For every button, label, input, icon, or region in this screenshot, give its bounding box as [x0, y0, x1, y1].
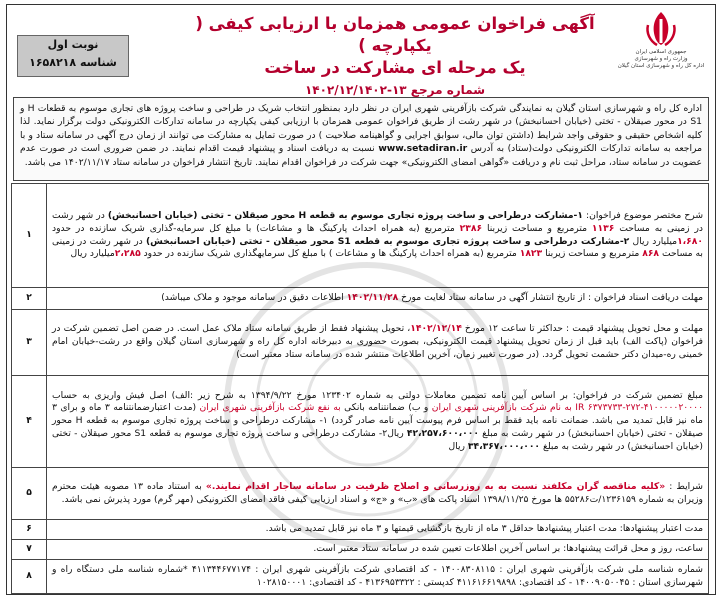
guarantee-beneficiary: به نفع شرکت بازآفرینی شهری ایران: [199, 402, 341, 414]
reference-number: شماره مرجع ۱۳-۱۴۰۲/۱۲/۱۴۰۲: [304, 83, 486, 97]
title-line-2: یک مرحله ای مشارکت در ساخت: [264, 58, 526, 77]
investment-h: ۱،۶۸۰: [677, 235, 703, 247]
emblem-icon: [642, 9, 680, 49]
project-h-title: ۱-مشارکت درطراحی و ساخت پروژه تجاری موسوم به قطعه H محور صیقلان - تختی (خیابان احسانبخش): [107, 209, 583, 221]
sajar-notice: «کلیه مناقصه گران مکلفند نسبت به به روزرسانی و اصلاح ظرفیت در سامانه ساجار اقدام نمایند.»: [205, 480, 666, 492]
land-area-s1: ۸۶۸: [642, 248, 660, 260]
table-row: [12, 288, 709, 310]
announcement-page: [6, 4, 716, 595]
row-number: ۱: [12, 184, 47, 288]
row-text: اطلاعات دقیق در سامانه موجود و ملاک میباشد): [161, 292, 347, 304]
table-row: [12, 540, 709, 560]
row-text: شرایط :: [665, 480, 703, 492]
floor-area-s1: ۱۸۲۳: [519, 248, 543, 260]
publication-badge: [17, 35, 129, 77]
conditions-table: [11, 183, 709, 594]
row-text: میلیارد ریال: [70, 248, 115, 260]
row-content: [47, 376, 709, 468]
guarantee-amount-s1: ۳۴،۳۶۷،۰۰۰،۰۰۰: [467, 440, 541, 452]
row-number: ۶: [12, 520, 47, 540]
row-text: مبلغ تضمین شرکت در فراخوان: بر اساس آیین نامه تضمین معاملات دولتی به شماره ۱۲۳۴۰۲ مورخ ۱۳۹۴/۹/۲۲ به شرح زیر :الف) اصل فیش واریزی به حساب: [52, 389, 703, 401]
row-text: ، تحویل پیشنهاد فقط از طریق سامانه ستاد ملاک عمل است. در ضمن اصل تضمین شرکت در فراخوان (پاکت الف) باید قبل از زمان تحویل پیشنهاد قیمت الکترونیکی، بصورت حضوری به دبیرخانه اداره کل راه و شهرسازی استان گیلان واقع در رشت-خیابان امام خمینی ره-میدان دکتر حشمت تحویل گردد. (در صورت تغییر زمان، آخرین اطلاعات منتشر شده در سامانه ستاد معتبر است): [52, 323, 703, 360]
row-text: و ب) ضمانتنامه بانکی: [340, 402, 432, 414]
logo-text-3: اداره کل راه و شهرسازی استان گیلان: [617, 63, 705, 69]
intro-text-2: نسبت به دریافت اسناد و پیشنهاد قیمت اقدام نمایند. در ضمن ضروری است در صورت عدم عضویت در سامانه ستاد، مراحل ثبت نام و دریافت «گواهی امضای الکترونیکی» جهت شرکت در فراخوان اقدام نمایند. تاریخ انتشار فراخوان در سامانه ستاد ۱۴۰۲/۱۱/۱۷ می باشد.: [20, 143, 702, 168]
table-row: [12, 376, 709, 468]
badge-round: نوبت اول: [47, 38, 99, 51]
row-content: [47, 288, 709, 310]
floor-area-h: ۲۳۸۶: [459, 222, 483, 234]
row-text: مهلت و محل تحویل پیشنهاد قیمت : حداکثر تا ساعت ۱۲ مورخ: [461, 323, 703, 335]
logo-text-1: جمهوری اسلامی ایران: [635, 49, 687, 55]
row-text: ریال: [448, 440, 468, 452]
row-text: در شهر رشت در زمینی به مساحت: [52, 235, 703, 260]
row-text: (مدت اعتبارضمانتنامه ۳ ماه و برای ۳ ماه نیز قابل تمدید می باشد. ضمانت نامه باید فقط بر اساس فرم پیوست آیین نامه صادر گردد) ۱- مشارکت درطراحی و ساخت پروژه تجاری موسوم به قطعه H محور صیقلان - تختی (خیابان احسانبخش) در شهر رشت به مبلغ: [52, 402, 704, 439]
title-block: [185, 13, 605, 99]
row-text: مهلت دریافت اسناد فراخوان : از تاریخ انتشار آگهی در سامانه ستاد لغایت مورخ: [398, 292, 703, 304]
row-content: شماره شناسه ملی شرکت بازآفرینی شهری ایران : ۱۴۰۰۸۳۰۸۱۱۵ - کد اقتصادی شرکت بازآفرینی شهری ایران : ۴۱۱۳۴۴۶۷۷۱۷۴ *شماره شناسه ملی دستگاه راه و شهرسازی استان : ۱۴۰۰۹۰۵۰۰۴۵ - کد اقتصادی: ۴۱۱۶۱۶۶۱۹۸۹۸ کدپستی : ۴۱۳۶۹۵۳۳۲۲ - کد اقتصادی: ۱۰۲۸۱۵۰۰۰۱: [47, 560, 709, 594]
submission-deadline: ۱۴۰۲/۱۲/۱۴: [410, 323, 462, 335]
row-content: ساعت، روز و محل قرائت پیشنهادها: بر اساس آخرین اطلاعات تعیین شده در سامانه ستاد معتبر است.: [47, 540, 709, 560]
row-content: [47, 310, 709, 376]
row-number: ۳: [12, 310, 47, 376]
guarantee-amount-h: ۴۲،۲۵۷،۶۰۰،۰۰۰: [406, 427, 479, 439]
row-text: میلیارد ریال: [629, 235, 678, 247]
row-number: ۷: [12, 540, 47, 560]
row-content: مدت اعتبار پیشنهادها: مدت اعتبار پیشنهادها حداقل ۳ ماه از تاریخ بازگشایی قیمتها و ۳ ماه نیز قابل تمدید می باشد.: [47, 520, 709, 540]
row-text: شرح مختصر موضوع فراخوان:: [582, 209, 704, 221]
intro-text-1: اداره کل راه و شهرسازی استان گیلان به نمایندگی شرکت بازآفرینی شهری ایران در نظر دارد بمنظور انتخاب شریک در طراحی و ساخت پروژه های تجاری موسوم به قطعات H و S1 در محور صیقلان - تختی (خیابان احسانبخش) در شهر رشت از طریق فراخوان عمومی همزمان با ارزیابی کیفی یکپارچه در سامانه تدارکات الکترونیکی دولت برگزار نماید. لذا کلیه اشخاص حقیقی و حقوقی واجد شرایط (داشتن توان مالی، سوابق اجرایی و گواهینامه صلاحیت ) در صورت تمایل به مشارکت می توانند از زمان درج آگهی در سامانه ستاد و با مراجعه به سامانه تدارکات الکترونیکی دولت(ستاد) به آدرس: [20, 103, 702, 155]
row-text: به استناد ماده ۱۳ مصوبه هیئت محترم وزیران به شماره ۱۲۳۶۱۵۹/ت۵۵۲۸۶ ها مورخ ۱۳۹۸/۱۱/۲۵ اسناد پاکت های «ب» و «ج» و اسناد ارزیابی کیفی فاقد امضای الکترونیکی (مهر گرم) مورد پذیرش نمی باشد.: [52, 480, 703, 505]
header: [7, 5, 715, 97]
row-text: مترمربع و مساحت زیربنا: [482, 222, 592, 234]
setad-website-link[interactable]: www.setadiran.ir: [378, 143, 468, 155]
table-row: [12, 310, 709, 376]
bank-account: ۴۱۰۰۰۰۰۲۰۰۰۰-۲۷۲-۶۳۷۳۷۳۳ IR به نام شرکت بازآفرینی شهری ایران: [431, 402, 704, 414]
project-s1-title: ۲-مشارکت درطراحی و ساخت پروژه تجاری موسوم به قطعه S1 محور صیقلان - تختی (خیابان احسانبخش): [145, 235, 630, 247]
table-row: [12, 468, 709, 520]
row-number: ۴: [12, 376, 47, 468]
row-text: در شهر رشت در زمینی به مساحت: [52, 209, 704, 234]
row-number: ۲: [12, 288, 47, 310]
row-text: مترمربع (به همراه احداث پارکینگ ها و مشاعات) با مبلغ کل سرمایه-گذاری شریک سازنده در حدود: [52, 222, 460, 234]
ministry-logo: [615, 9, 707, 93]
row-content: [47, 184, 709, 288]
badge-id: شناسه ۱۶۵۸۲۱۸: [29, 56, 117, 69]
table-row: [12, 520, 709, 540]
table-row: [12, 184, 709, 288]
intro-paragraph: [13, 97, 709, 181]
land-area-h: ۱۱۳۶: [591, 222, 615, 234]
row-number: ۸: [12, 560, 47, 594]
row-text: مترمربع (به همراه احداث پارکینگ ها و مشاعات ) با مبلغ کل سرمایهگذاری شریک سازنده در حدود: [140, 248, 520, 260]
row-content: [47, 468, 709, 520]
row-text: مترمربع و مساحت زیربنا: [542, 248, 643, 260]
row-text: ریال۲- مشارکت درطراحی و ساخت پروژه تجاری موسوم به قطعه S1 محور صیقلان - تختی (خیابان احسانبخش) در شهر رشت به مبلغ: [52, 427, 703, 452]
row-number: ۵: [12, 468, 47, 520]
document-deadline: ۱۴۰۲/۱۱/۲۸: [346, 292, 399, 304]
table-row: [12, 560, 709, 594]
investment-s1: ۲،۲۸۵: [114, 248, 141, 260]
title-line-1: آگهی فراخوان عمومی همزمان با ارزیابی کیفی ( یکپارچه ): [195, 14, 595, 55]
logo-text-2: وزارت راه و شهرسازی: [634, 56, 688, 62]
